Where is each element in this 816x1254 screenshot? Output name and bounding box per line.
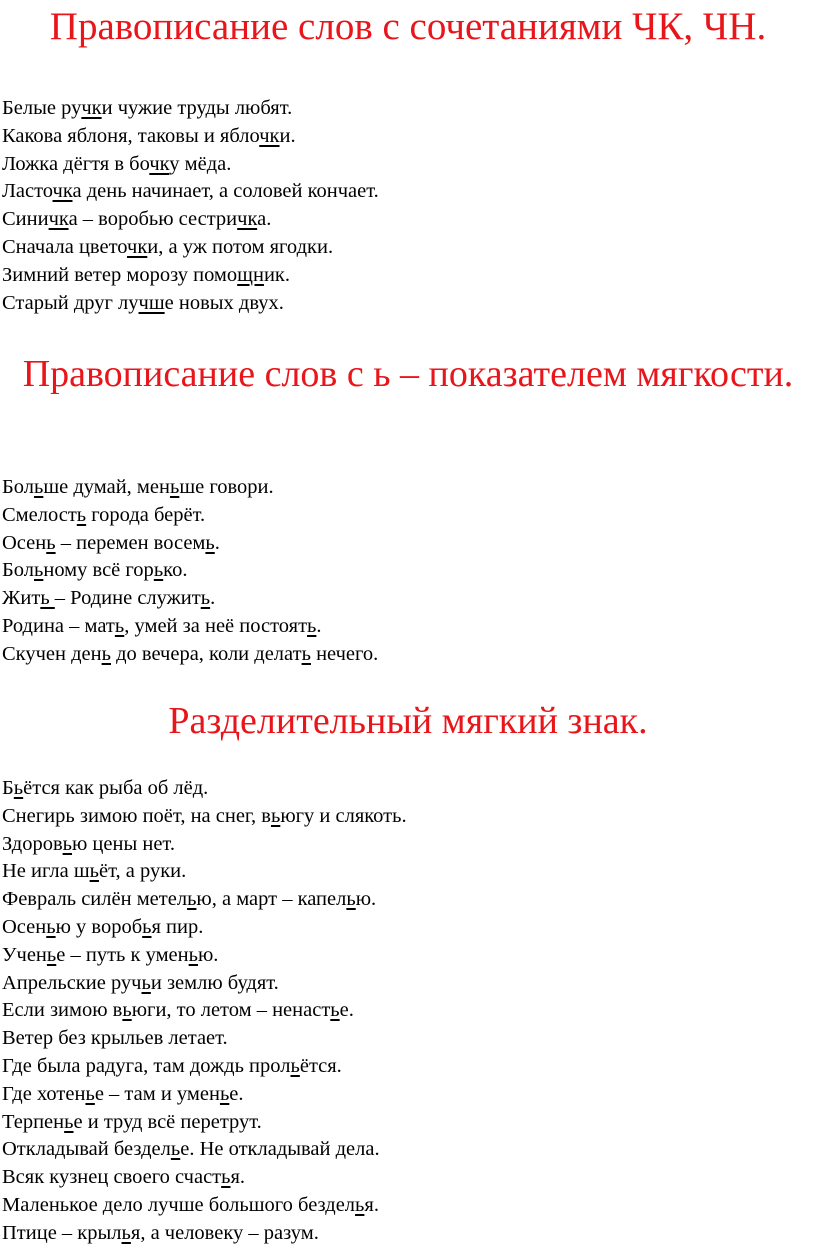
proverb-line xyxy=(2,1192,407,1220)
proverb-line xyxy=(2,1109,407,1137)
proverb-line xyxy=(2,585,378,613)
text-segment: Осен xyxy=(2,915,47,938)
text-segment: и землю будят. xyxy=(150,971,279,994)
proverb-line xyxy=(2,1164,407,1192)
text-segment: Белые ру xyxy=(2,97,82,119)
text-segment: Здоров xyxy=(2,832,63,855)
underlined-letters: ь xyxy=(219,1082,230,1105)
proverb-line xyxy=(2,803,407,831)
text-segment: . xyxy=(214,531,220,554)
section-title-separating-soft-sign: Разделительный мягкий знак. xyxy=(168,700,648,742)
text-segment: Где была радуга, там дождь прол xyxy=(2,1054,291,1077)
proverb-line xyxy=(2,262,379,290)
proverb-line xyxy=(2,1136,407,1164)
proverb-line xyxy=(2,151,379,179)
underlined-letters: ь xyxy=(187,888,197,911)
underlined-letters: ь xyxy=(301,642,311,665)
text-segment: Родина – мат xyxy=(2,614,115,637)
underlined-letters: чк xyxy=(149,152,170,175)
text-segment: Какова яблоня, таковы и ябло xyxy=(2,124,260,147)
text-segment: Ветер без крыльев летает. xyxy=(2,1027,228,1050)
text-segment: Всяк кузнец своего счаст xyxy=(2,1166,222,1189)
text-segment: Если зимою в xyxy=(2,999,123,1022)
text-segment: е – там и умен xyxy=(94,1082,220,1105)
proverb-line xyxy=(2,557,378,585)
underlined-letters: ь xyxy=(355,1193,365,1216)
underlined-letters: чк xyxy=(237,208,258,231)
text-segment: Снегирь зимою поёт, на снег, в xyxy=(2,804,271,827)
underlined-letters: ь xyxy=(200,587,211,610)
text-segment: а день начинает, а соловей кончает. xyxy=(72,180,379,203)
text-segment: Жит xyxy=(2,587,41,610)
proverb-line xyxy=(2,775,407,803)
text-segment: и, а уж потом ягодки. xyxy=(147,235,334,258)
text-segment: юги, то летом – ненаст xyxy=(131,999,331,1022)
proverb-line xyxy=(2,942,407,970)
text-segment: ю. xyxy=(355,888,377,911)
underlined-letters: ь xyxy=(13,777,24,799)
text-segment: Бол xyxy=(2,476,34,498)
text-segment: Старый друг лу xyxy=(2,291,139,314)
text-segment: ю. xyxy=(197,943,219,966)
underlined-letters: ь xyxy=(346,888,356,911)
proverb-line xyxy=(2,886,407,914)
proverb-line xyxy=(2,1025,407,1053)
underlined-letters: ь xyxy=(121,1221,131,1244)
proverb-line xyxy=(2,1220,407,1248)
text-segment: ше думай, мен xyxy=(43,476,170,498)
underlined-letters: ь xyxy=(142,915,152,938)
text-segment: Зимний ветер морозу помо xyxy=(2,263,238,286)
underlined-letters: ь xyxy=(40,587,55,610)
underlined-letters: чш xyxy=(138,291,165,314)
text-segment: ётся как рыба об лёд. xyxy=(23,777,209,799)
underlined-letters: ь xyxy=(169,476,180,498)
text-segment: до вечера, коли делат xyxy=(110,642,302,665)
text-segment: я пир. xyxy=(151,915,204,938)
text-segment: е – путь к умен xyxy=(56,943,189,966)
proverb-line xyxy=(2,858,407,886)
underlined-letters: ь xyxy=(141,971,151,994)
text-segment: е. Не откладывай дела. xyxy=(180,1138,380,1161)
text-segment: Ложка дёгтя в бо xyxy=(2,152,150,175)
underlined-letters: ь xyxy=(290,1054,300,1077)
underlined-letters: чк xyxy=(48,208,69,231)
proverb-list-chk-chn xyxy=(0,95,379,317)
proverb-line xyxy=(2,502,378,530)
text-segment: Ласто xyxy=(2,180,53,203)
text-segment: я, а человеку – разум. xyxy=(130,1221,319,1244)
proverb-line xyxy=(2,970,407,998)
underlined-letters: ь xyxy=(46,531,56,554)
text-segment: югу и слякоть. xyxy=(280,804,407,827)
text-segment: ётся. xyxy=(299,1054,342,1077)
proverb-line xyxy=(2,613,378,641)
text-segment: Терпен xyxy=(2,1110,65,1133)
text-segment: Б xyxy=(2,777,14,799)
text-segment: е новых двух. xyxy=(164,291,284,314)
proverb-line xyxy=(2,290,379,318)
underlined-letters: щн xyxy=(237,263,264,286)
proverb-list-separating-soft-sign xyxy=(0,775,407,1248)
proverb-line xyxy=(2,95,379,123)
underlined-letters: ь xyxy=(153,559,164,582)
text-segment: . xyxy=(210,587,216,610)
underlined-letters: ь xyxy=(122,999,132,1022)
text-segment: я. xyxy=(364,1193,379,1216)
text-segment: у мёда. xyxy=(169,152,232,175)
text-segment: ик. xyxy=(263,263,290,286)
underlined-letters: ь xyxy=(85,1082,95,1105)
section-title-chk-chn: Правописание слов с сочетаниями ЧК, ЧН. xyxy=(49,5,767,48)
text-segment: ю у вороб xyxy=(55,915,143,938)
underlined-letters: ь xyxy=(307,614,317,637)
proverb-line xyxy=(2,474,378,502)
underlined-letters: ь xyxy=(33,559,44,582)
text-segment: . xyxy=(316,614,322,637)
underlined-letters: ь xyxy=(270,804,281,827)
text-segment: ю цены нет. xyxy=(71,832,175,855)
text-segment: Сини xyxy=(2,208,49,231)
text-segment: , умей за неё постоят xyxy=(124,614,308,637)
proverb-line xyxy=(2,997,407,1025)
proverb-line xyxy=(2,1081,407,1109)
underlined-letters: ь xyxy=(46,943,57,966)
underlined-letters: ь xyxy=(101,642,111,665)
text-segment: Осен xyxy=(2,531,47,554)
text-segment: Бол xyxy=(2,559,34,582)
text-segment: е и труд всё перетрут. xyxy=(73,1110,262,1133)
underlined-letters: ь xyxy=(114,614,125,637)
text-segment: Смелост xyxy=(2,503,77,526)
text-segment: ному всё гор xyxy=(43,559,154,582)
text-segment: Февраль силён метел xyxy=(2,888,188,911)
text-segment: – перемен восем xyxy=(55,531,206,554)
underlined-letters: чк xyxy=(127,235,148,258)
text-segment: а. xyxy=(257,208,272,231)
text-segment: Откладывай бездел xyxy=(2,1138,171,1161)
underlined-letters: ь xyxy=(205,531,215,554)
underlined-letters: ь xyxy=(62,832,72,855)
text-segment: ю, а март – капел xyxy=(196,888,347,911)
text-segment: а – воробью сестри xyxy=(68,208,238,231)
text-segment: Сначала цвето xyxy=(2,235,128,258)
text-segment: и чужие труды любят. xyxy=(101,97,293,119)
underlined-letters: ь xyxy=(330,999,340,1022)
underlined-letters: ь xyxy=(33,476,44,498)
proverb-line xyxy=(2,234,379,262)
proverb-line xyxy=(2,178,379,206)
proverb-line xyxy=(2,641,378,669)
underlined-letters: чк xyxy=(52,180,73,203)
underlined-letters: ь xyxy=(89,860,99,883)
text-segment: Учен xyxy=(2,943,47,966)
text-segment: нечего. xyxy=(310,642,379,665)
proverb-list-soft-sign xyxy=(0,474,378,669)
proverb-line xyxy=(2,914,407,942)
underlined-letters: чк xyxy=(259,124,280,147)
proverb-line xyxy=(2,530,378,558)
section-title-soft-sign: Правописание слов с ь – показателем мягкости. xyxy=(22,353,794,395)
underlined-letters: ь xyxy=(76,503,87,526)
proverb-line xyxy=(2,206,379,234)
text-segment: Птице – крыл xyxy=(2,1221,122,1244)
text-segment: – Родине служит xyxy=(54,587,201,610)
text-segment: Скучен ден xyxy=(2,642,102,665)
text-segment: ше говори. xyxy=(179,476,274,498)
text-segment: я. xyxy=(230,1166,246,1189)
text-segment: и. xyxy=(279,124,296,147)
underlined-letters: чк xyxy=(81,97,102,119)
text-segment: Не игла ш xyxy=(2,860,90,883)
underlined-letters: ь xyxy=(221,1166,231,1189)
text-segment: ёт, а руки. xyxy=(98,860,187,883)
text-segment: Апрельские руч xyxy=(2,971,142,994)
proverb-line xyxy=(2,123,379,151)
proverb-line xyxy=(2,831,407,859)
underlined-letters: ь xyxy=(188,943,198,966)
text-segment: Маленькое дело лучше большого бездел xyxy=(2,1193,356,1216)
underlined-letters: ь xyxy=(46,915,56,938)
text-segment: города берёт. xyxy=(86,503,206,526)
underlined-letters: ь xyxy=(64,1110,74,1133)
text-segment: Где хотен xyxy=(2,1082,86,1105)
underlined-letters: ь xyxy=(170,1138,181,1161)
proverb-line xyxy=(2,1053,407,1081)
text-segment: ко. xyxy=(163,559,188,582)
text-segment: е. xyxy=(339,999,354,1022)
text-segment: е. xyxy=(229,1082,244,1105)
